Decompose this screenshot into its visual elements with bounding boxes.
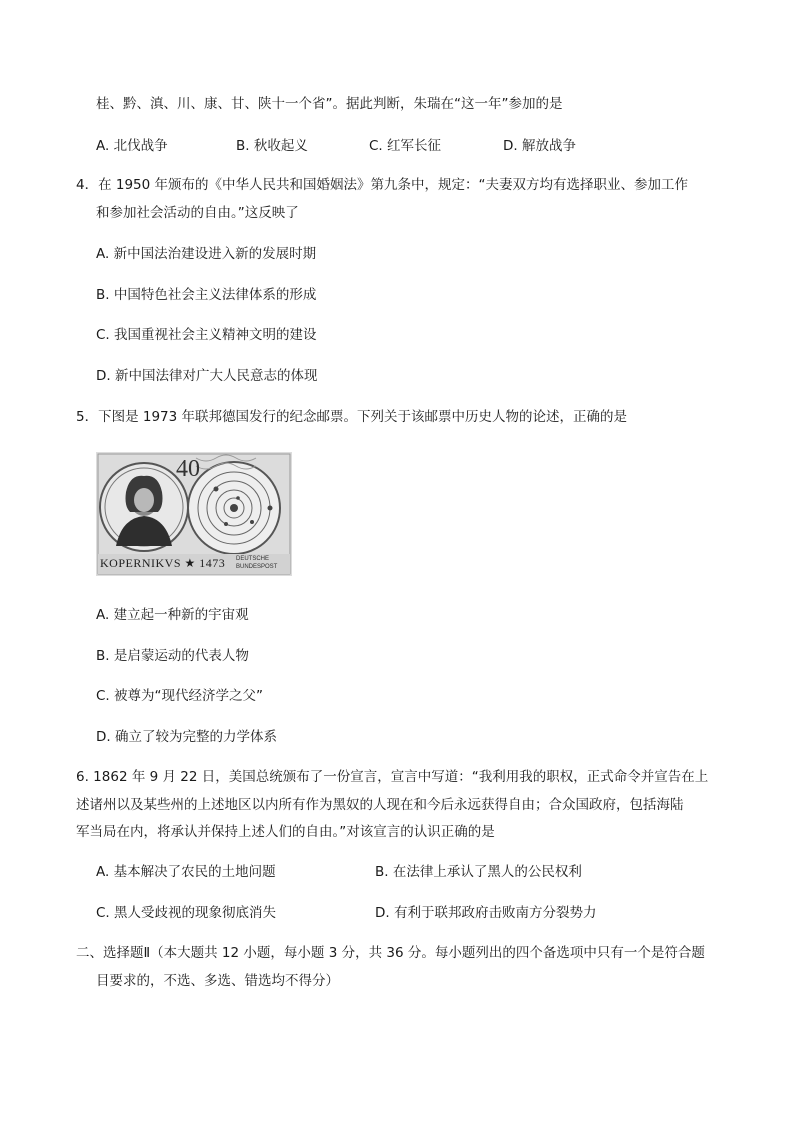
q6-stem-line2: 述诸州以及某些州的上述地区以内所有作为黑奴的人现在和今后永远获得自由；合众国政府，包括海陆 <box>76 797 684 813</box>
q4-stem-line1: 4．在 1950 年颁布的《中华人民共和国婚姻法》第九条中，规定：“夫妻双方均有选择职业、参加工作 <box>76 177 689 193</box>
q6-stem-line3: 军当局在内，将承认并保持上述人们的自由。”对该宣言的认识正确的是 <box>76 824 495 840</box>
q4-option-d: D. 新中国法律对广大人民意志的体现 <box>96 368 318 384</box>
stamp-name-text: KOPERNIKVS ★ 1473 <box>100 556 226 570</box>
q4-option-b: B. 中国特色社会主义法律体系的形成 <box>96 287 317 303</box>
stamp-country-line1: DEUTSCHE <box>236 556 270 562</box>
stamp-country-line2: BUNDESPOST <box>236 564 278 570</box>
q6-option-d: D. 有利于联邦政府击败南方分裂势力 <box>375 905 597 921</box>
q5-option-b: B. 是启蒙运动的代表人物 <box>96 648 249 664</box>
stamp-denomination: 40 <box>176 456 200 482</box>
q4-option-c: C. 我国重视社会主义精神文明的建设 <box>96 327 317 343</box>
section2-heading-line2: 目要求的，不选、多选、错选均不得分） <box>96 973 339 989</box>
q3-option-d: D. 解放战争 <box>503 138 576 154</box>
q5-option-c: C. 被尊为“现代经济学之父” <box>96 688 263 704</box>
q6-stem-line1: 6. 1862 年 9 月 22 日，美国总统颁布了一份宣言，宣言中写道：“我利用我的职权，正式命令并宣告在上 <box>76 769 709 785</box>
copernicus-stamp-image <box>96 452 292 576</box>
q6-option-c: C. 黑人受歧视的现象彻底消失 <box>96 905 277 921</box>
q6-option-b: B. 在法律上承认了黑人的公民权利 <box>375 864 582 880</box>
q4-option-a: A. 新中国法治建设进入新的发展时期 <box>96 246 317 262</box>
q4-stem-line2: 和参加社会活动的自由。”这反映了 <box>96 205 299 221</box>
q6-option-a: A. 基本解决了农民的土地问题 <box>96 864 276 880</box>
section2-heading-line1: 二、选择题Ⅱ（本大题共 12 小题，每小题 3 分，共 36 分。每小题列出的四个备选项中只有一个是符合题 <box>76 945 705 961</box>
q3-stem-continuation: 桂、黔、滇、川、康、甘、陕十一个省”。据此判断，朱瑞在“这一年”参加的是 <box>96 96 563 112</box>
q3-option-b: B. 秋收起义 <box>236 138 308 154</box>
q3-option-c: C. 红军长征 <box>369 138 442 154</box>
q5-option-d: D. 确立了较为完整的力学体系 <box>96 729 277 745</box>
q5-option-a: A. 建立起一种新的宇宙观 <box>96 607 249 623</box>
q3-option-a: A. 北伐战争 <box>96 138 168 154</box>
q5-stem: 5．下图是 1973 年联邦德国发行的纪念邮票。下列关于该邮票中历史人物的论述，正确的是 <box>76 409 628 425</box>
